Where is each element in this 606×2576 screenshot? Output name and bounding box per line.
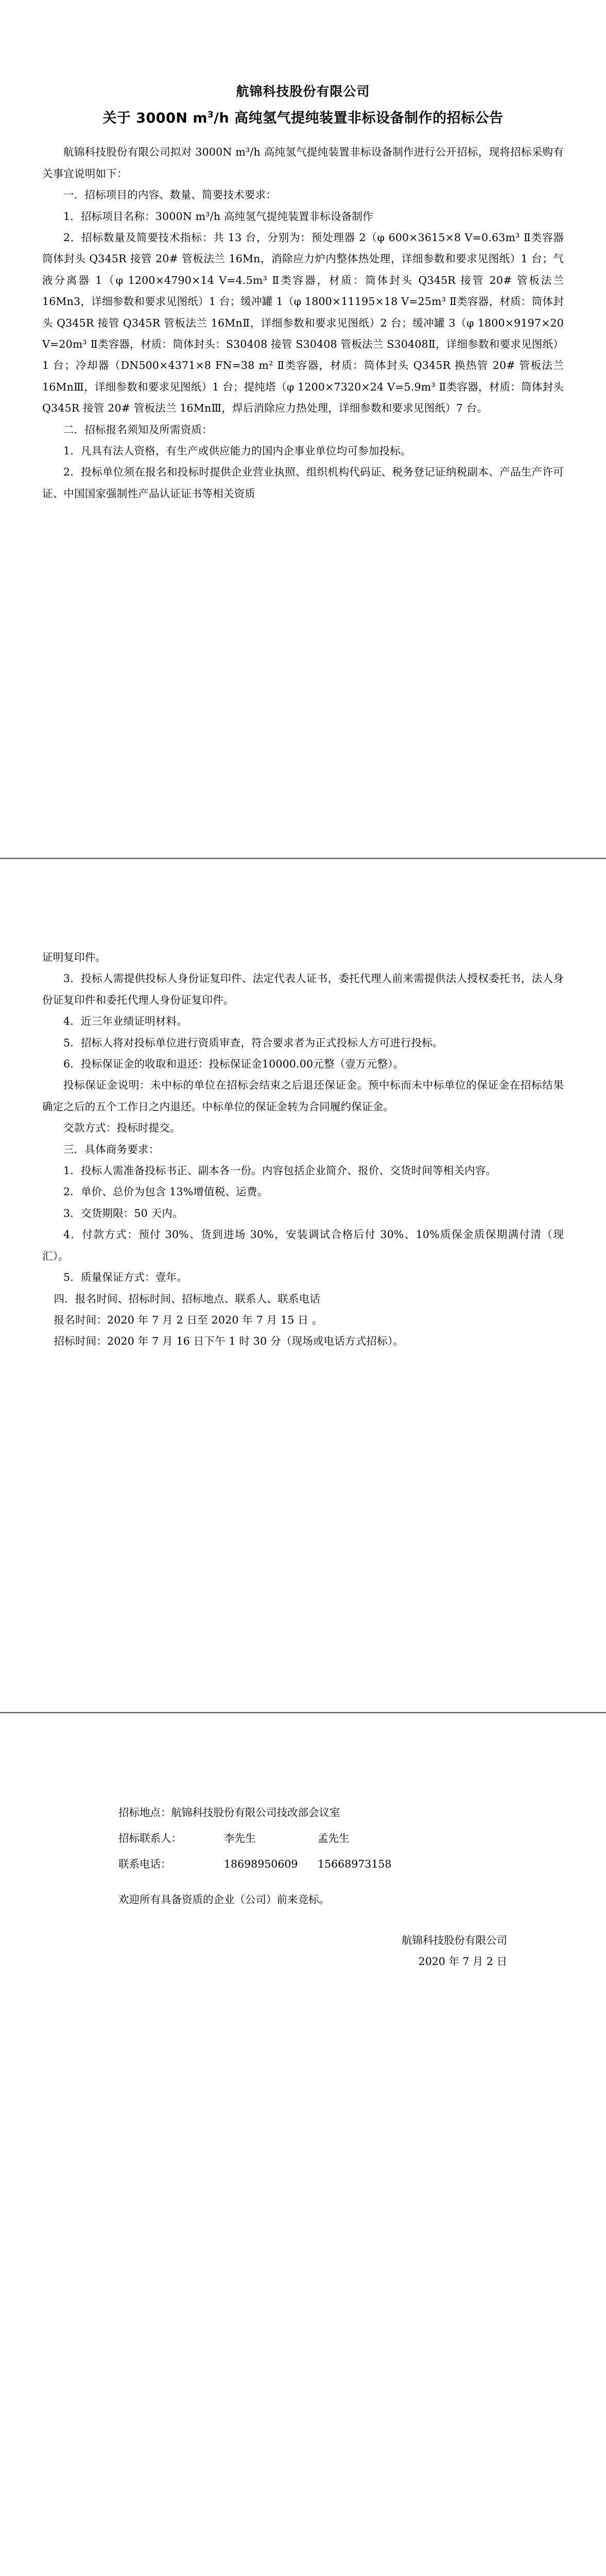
phone-line	[42, 1851, 564, 1877]
signature-company: 航锦科技股份有限公司	[402, 1934, 507, 1946]
bid-location-line	[42, 1800, 564, 1825]
item-2-1: 1．凡具有法人资格，有生产或供应能力的国内企事业单位均可参加投标。	[63, 445, 411, 457]
page-title	[42, 108, 564, 128]
bid-time: 招标时间：2020 年 7 月 16 日下午 1 时 30 分（现场或电话方式招标）。	[54, 1335, 404, 1348]
document-page-1	[0, 0, 606, 858]
item-2-3: 3．投标人需提供投标人身份证复印件、法定代表人证书，委托代理人前来需提供法人授权委托书，法人身份证复印件和委托代理人身份证复印件。	[42, 972, 564, 1006]
section-two-heading: 二．招标报名须知及所需资质：	[63, 423, 213, 436]
company-title: 航锦科技股份有限公司	[236, 84, 370, 99]
item-2-4: 4．近三年业绩证明材料。	[63, 1015, 187, 1028]
title-suffix: /h 高纯氢气提纯装置非标设备制作的招标公告	[214, 110, 504, 127]
item-3-4: 4．付款方式：预付 30%、货到进场 30%，安装调试合格后付 30%、10%质保金质保期满付清（现汇）。	[42, 1228, 564, 1262]
title-unit	[193, 110, 214, 126]
item-3-5: 5．质量保证方式：壹年。	[63, 1271, 187, 1284]
item-3-2: 2．单价、总价为包含 13%增值税、运费。	[63, 1185, 268, 1198]
title-unit-exponent: 3	[207, 109, 214, 120]
continued-text: 证明复印件。	[42, 951, 107, 963]
phone-number-1: 18698950609	[224, 1858, 298, 1871]
bid-location-label: 招标地点：	[118, 1806, 171, 1819]
bid-location-value: 航锦科技股份有限公司技改部会议室	[171, 1806, 340, 1819]
document-page-3	[0, 1714, 606, 2576]
phone-label: 联系电话：	[118, 1858, 171, 1871]
document-page-2	[0, 859, 606, 1712]
phone-number-2: 15668973158	[318, 1858, 392, 1871]
contacts-line	[42, 1825, 564, 1851]
signup-time: 报名时间：2020 年 7 月 2 日至 2020 年 7 月 15 日 。	[54, 1313, 323, 1326]
item-1-1: 1．招标项目名称：3000N m³/h 高纯氢气提纯装置非标设备制作	[63, 210, 373, 223]
item-1-2: 2．招标数量及简要技术指标：共 13 台，分别为：预处理器 2（φ 600×3615×8 V=0.63m³ Ⅱ类容器 筒体封头 Q345R 接管 20# 管板法兰 16Mn，消除应力炉内整体热处理，详细参数和要求见图纸）1 台；气液分离器 1（φ 1200×4790×14 V=4.5m³ Ⅱ类容器，材质：筒体封头 Q345R 接管 20# 管板法兰 16Mn3，详细参数和要求见图纸）1 台；缓冲罐 1（φ 1800×11195×18 V=25m³ Ⅱ类容器，材质：筒体封头 Q345R 接管 Q345R 管板法兰 16MnⅡ，详细参数和要求见图纸）2 台；缓冲罐 3（φ 1800×9197×20 V=20m³ Ⅱ类容器，材质：筒体封头：S30408 接管 S30408 管板法兰 S30408Ⅱ，详细参数和要求见图纸）1 台；冷却器（DN500×4371×8 FN=38 m² Ⅱ类容器，材质：筒体封头 Q345R 换热管 20# 管板法兰 16MnⅢ，详细参数和要求见图纸）1 台；提纯塔（φ 1200×7320×24 V=5.9m³ Ⅱ类容器，材质：筒体封头 Q345R 接管 20# 管板法兰 16MnⅢ，焊后消除应力热处理，详细参数和要求见图纸）7 台。	[42, 231, 564, 415]
intro-paragraph: 航锦科技股份有限公司拟对 3000N m³/h 高纯氢气提纯装置非标设备制作进行公开招标，现将招标采购有关事宜说明如下：	[42, 146, 564, 180]
section-three-heading: 三．具体商务要求：	[63, 1143, 160, 1156]
item-2-2: 2．投标单位须在报名和投标时提供企业营业执照、组织机构代码证、税务登记证纳税副本、产品生产许可证、中国国家强制性产品认证证书等相关资质	[42, 466, 564, 500]
item-2-5: 5．招标人将对投标单位进行资质审查，符合要求者为正式投标人方可进行投标。	[63, 1036, 443, 1049]
signature-date: 2020 年 7 月 2 日	[418, 1955, 507, 1968]
title-prefix: 关于 3000N	[102, 110, 193, 127]
section-one-heading: 一．招标项目的内容、数量、简要技术要求：	[63, 189, 276, 201]
section-four-heading: 四．报名时间、招标时间、招标地点、联系人、联系电话	[54, 1292, 321, 1305]
title-unit-base: m	[193, 110, 208, 127]
payment-method: 交款方式：投标时提交。	[63, 1122, 181, 1134]
contact-block	[42, 1800, 564, 1912]
signature-block	[42, 1930, 564, 1972]
deposit-note: 投标保证金说明：未中标的单位在招标会结束之后退还保证金。预中标而未中标单位的保证金在招标结果确定之后的五个工作日之内退还。中标单位的保证金转为合同履约保证金。	[42, 1079, 564, 1113]
item-3-3: 3．交货期限：50 天内。	[63, 1207, 183, 1219]
item-2-6: 6．投标保证金的收取和退还：投标保证金10000.00元整（壹万元整）。	[63, 1058, 404, 1071]
contact-name-2: 孟先生	[318, 1832, 350, 1845]
item-3-1: 1．投标人需准备投标书正、副本各一份。内容包括企业简介、报价、交货时间等相关内容。	[63, 1164, 497, 1177]
welcome-note: 欢迎所有具备资质的企业（公司）前来竞标。	[118, 1893, 330, 1906]
contact-name-1: 李先生	[224, 1832, 256, 1845]
contacts-label: 招标联系人：	[118, 1832, 182, 1845]
